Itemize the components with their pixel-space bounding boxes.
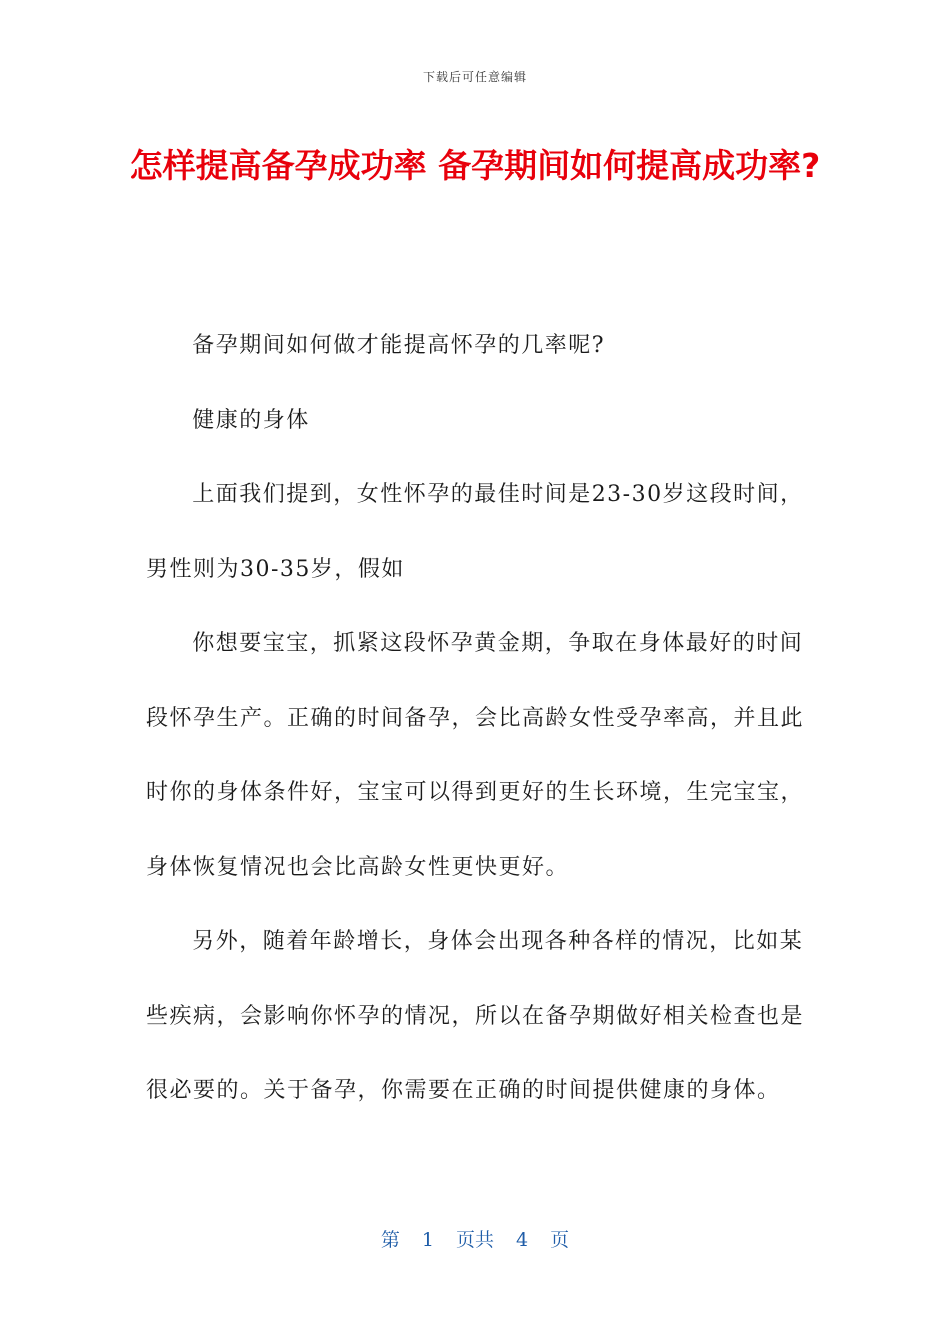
footer-total-pages: 4 (516, 1229, 529, 1251)
header-note: 下载后可任意编辑 (422, 70, 527, 84)
footer-middle: 页共 (455, 1229, 494, 1251)
paragraph-best-age: 上面我们提到，女性怀孕的最佳时间是23-30岁这段时间，男性则为30-35岁，假如 (146, 482, 804, 582)
footer-prefix: 第 (380, 1229, 400, 1251)
paragraph-golden-period: 你想要宝宝，抓紧这段怀孕黄金期，争取在身体最好的时间段怀孕生产。正确的时间备孕，会比高龄女性受孕率高，并且此时你的身体条件好，宝宝可以得到更好的生长环境，生完宝宝，身体恢复情况也会比高龄女性更快更好。 (146, 631, 805, 880)
document-title: 怎样提高备孕成功率 备孕期间如何提高成功率? (129, 146, 821, 185)
paragraph-heading-healthy-body: 健康的身体 (192, 407, 310, 433)
footer-current-page: 1 (421, 1229, 434, 1251)
page-footer (0, 1225, 950, 1252)
footer-suffix: 页 (550, 1229, 570, 1251)
paragraph-health-checks: 另外，随着年龄增长，身体会出现各种各样的情况，比如某些疾病，会影响你怀孕的情况，所以在备孕期做好相关检查也是很必要的。关于备孕，你需要在正确的时间提供健康的身体。 (146, 929, 805, 1103)
document-body (146, 309, 806, 1129)
paragraph-question: 备孕期间如何做才能提高怀孕的几率呢? (192, 333, 605, 358)
